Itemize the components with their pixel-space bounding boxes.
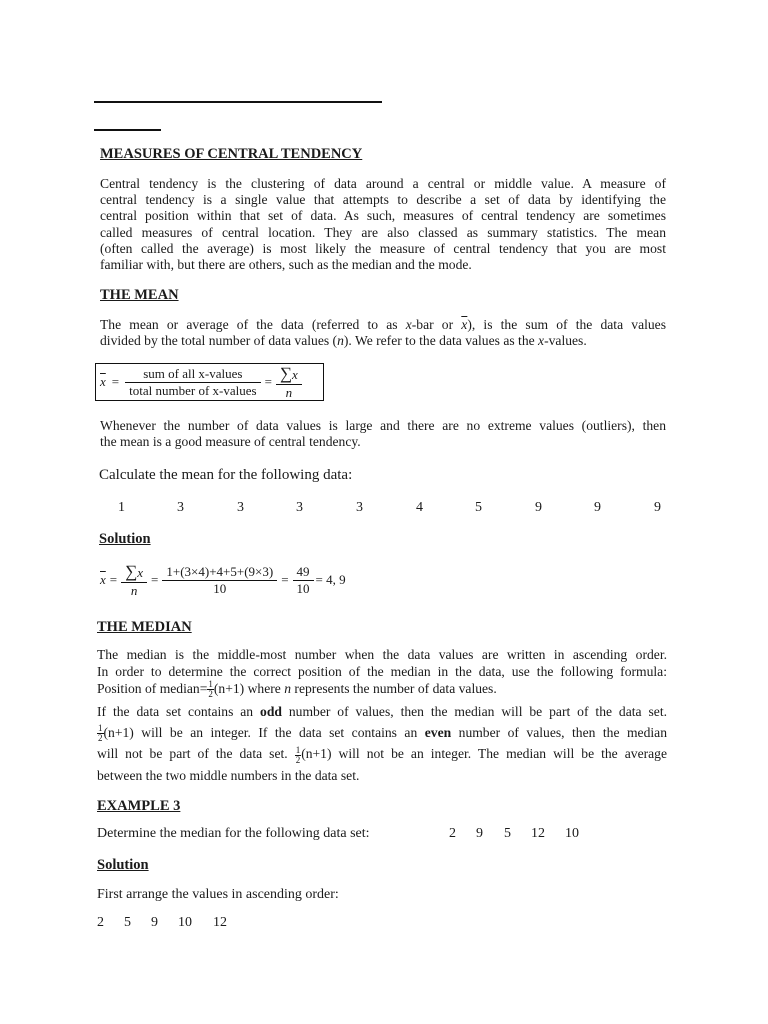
data-value: 10 <box>178 915 192 930</box>
xbar-symbol: $\overline{x}$ <box>100 374 106 389</box>
median-line: In order to determine the correct position of the median in the data, use the following formula: <box>97 664 667 679</box>
median-paragraph <box>97 646 667 699</box>
solution-numerator: 1+(3×4)+4+5+(9×3) <box>162 564 277 581</box>
data-value: 9 <box>151 915 158 930</box>
data-value: 12 <box>213 915 227 930</box>
mean-definition <box>100 317 666 349</box>
data-value: 9 <box>594 500 601 515</box>
intro-line: central position within that set of data. As such, measures of central tendency are sometimes <box>100 208 666 224</box>
data-value: 3 <box>177 500 184 515</box>
data-value: 5 <box>504 826 511 841</box>
intro-line: familiar with, but there are others, such as the median and the mode. <box>100 257 472 273</box>
intro-line: Central tendency is the clustering of data around a central or middle value. A measure of <box>100 176 666 191</box>
data-value: 10 <box>565 826 579 841</box>
data-value: 3 <box>296 500 303 515</box>
section-heading-central-tendency: MEASURES OF CENTRAL TENDENCY <box>100 146 363 162</box>
sigma-icon: ∑ <box>279 363 293 383</box>
sorted-data <box>0 915 768 935</box>
mean-note-line: the mean is a good measure of central tendency. <box>100 434 361 450</box>
data-value: 3 <box>356 500 363 515</box>
example3-data <box>0 826 768 846</box>
mean-line-1: The mean or average of the data (referred to as x-bar or $\overline{x}$), is the sum of the data values <box>100 317 666 332</box>
formula-fraction <box>125 366 260 399</box>
solution-fraction-simplified: $\frac{49}{10}$ <box>293 564 314 597</box>
sigma-fraction: $\frac{\sum x}{n}$ <box>121 562 147 599</box>
intro-line: central tendency is a single value that attempts to describe a set of data by identifying the <box>100 192 666 208</box>
mean-note <box>100 418 666 450</box>
not-part-rule: will not be part of the data set. $\frac{1}{2}$ (n+1) will not be an integer. The median will be the average <box>97 744 667 765</box>
arrange-instruction: First arrange the values in ascending order: <box>97 887 339 902</box>
odd-rule: If the data set contains an odd number of values, then the median will be part of the data set. <box>97 704 667 719</box>
intro-paragraph <box>100 176 666 273</box>
data-value: 9 <box>654 500 661 515</box>
data-value: 1 <box>118 500 125 515</box>
section-heading-median: THE MEDIAN <box>97 619 192 635</box>
data-value: 3 <box>237 500 244 515</box>
data-value: 4 <box>416 500 423 515</box>
data-value: 9 <box>476 826 483 841</box>
section-heading-mean: THE MEAN <box>100 287 179 303</box>
formula-numerator: sum of all x-values <box>125 366 260 383</box>
mean-data-row <box>0 500 768 520</box>
calc-prompt: Calculate the mean for the following data: <box>99 467 353 483</box>
sigma-fraction: $\frac{\sum x}{n}$ <box>276 364 302 401</box>
data-value: 9 <box>535 500 542 515</box>
solution-heading: Solution <box>99 531 151 547</box>
between-rule: between the two middle numbers in the data set. <box>97 767 360 783</box>
equals-sign: = <box>264 374 272 389</box>
data-value: 5 <box>475 500 482 515</box>
median-rules <box>97 701 667 786</box>
solution-heading: Solution <box>97 857 149 873</box>
data-value: 2 <box>97 915 104 930</box>
formula-denominator: total number of x-values <box>129 382 257 398</box>
sigma-icon: ∑ <box>125 561 138 581</box>
mean-line-2: divided by the total number of data values (n). We refer to the data values as the x-values. <box>100 333 587 349</box>
example3-prompt: Determine the median for the following data set: <box>97 826 370 841</box>
mean-formula <box>100 364 302 400</box>
median-position-formula: Position of median= $\frac{1}{2}$ (n+1) where n represents the number of data values. <box>97 679 497 700</box>
solution-fraction <box>162 564 277 597</box>
median-line: The median is the middle-most number when the data values are written in ascending order. <box>97 647 667 662</box>
data-value: 5 <box>124 915 131 930</box>
mean-note-line: Whenever the number of data values is large and there are no extreme values (outliers), then <box>100 418 666 433</box>
data-value: 12 <box>531 826 545 841</box>
solution-denominator: 10 <box>213 580 227 596</box>
short-rule <box>94 129 161 131</box>
xbar-symbol: $\overline{x}$ <box>100 572 106 587</box>
intro-line: (often called the average) is most likely the measure of central tendency that you are most <box>100 240 666 256</box>
even-rule: $\frac{1}{2}$ (n+1) will be an integer. If the data set contains an even number of values, then the median <box>98 723 667 744</box>
top-rule <box>94 101 382 103</box>
data-value: 2 <box>449 826 456 841</box>
section-heading-example3: EXAMPLE 3 <box>97 798 181 814</box>
intro-line: called measures of central location. They are also classed as summary statistics. The mean <box>100 224 666 240</box>
mean-solution: $\overline{x}$ = $\frac{\sum x}{n}$ = $\frac{1+(3\times 4)+4+5+(9\times 3)}{10}$ = $\frac{49}{10}$ = 4, 9 <box>100 561 346 598</box>
solution-result: = 4, 9 <box>315 572 346 587</box>
equals-sign: = <box>111 374 120 389</box>
